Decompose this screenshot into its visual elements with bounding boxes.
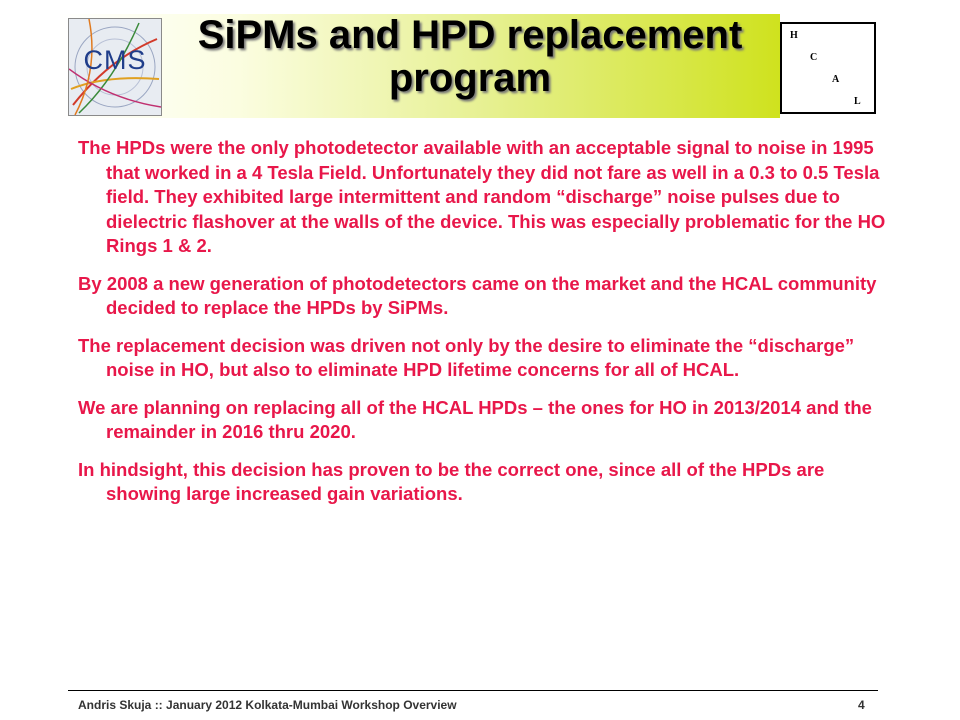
cms-logo (68, 18, 162, 116)
page-number: 4 (858, 698, 865, 712)
footer-divider (68, 690, 878, 691)
slide-title: SiPMs and HPD replacement program (197, 13, 743, 100)
hcal-letter-c: C (810, 52, 818, 63)
slide-body (78, 136, 888, 520)
paragraph-hindsight: In hindsight, this decision has proven to be the correct one, since all of the HPDs are showing large increased gain variations. (78, 458, 825, 504)
cms-logo-text: CMS (83, 45, 147, 75)
paragraph-hpd-history: The HPDs were the only photodetector available with an acceptable signal to noise in 1995 that worked in a 4 Tesla Field. Unfortunately they did not fare as well in a 0.3 to 0.5 Tesla field. They exhibited large intermittent and random “discharge” noise pulses due to dielectric flashover at the walls of the device. This was especially problematic for the HO Rings 1 & 2. (78, 137, 886, 256)
hcal-letter-l: L (854, 96, 861, 107)
paragraph-replacement-plan: We are planning on replacing all of the HCAL HPDs – the ones for HO in 2013/2014 and the remainder in 2016 thru 2020. (78, 396, 872, 442)
paragraph-replacement-reason: The replacement decision was driven not only by the desire to eliminate the “discharge” noise in HO, but also to eliminate HPD lifetime concerns for all of HCAL. (78, 334, 855, 380)
paragraph-sipm-decision: By 2008 a new generation of photodetectors came on the market and the HCAL community decided to replace the HPDs by SiPMs. (78, 272, 877, 318)
footer-text: Andris Skuja :: January 2012 Kolkata-Mumbai Workshop Overview (78, 698, 457, 712)
hcal-logo (780, 22, 876, 114)
hcal-letter-h: H (790, 30, 798, 41)
hcal-letter-a: A (832, 74, 840, 85)
